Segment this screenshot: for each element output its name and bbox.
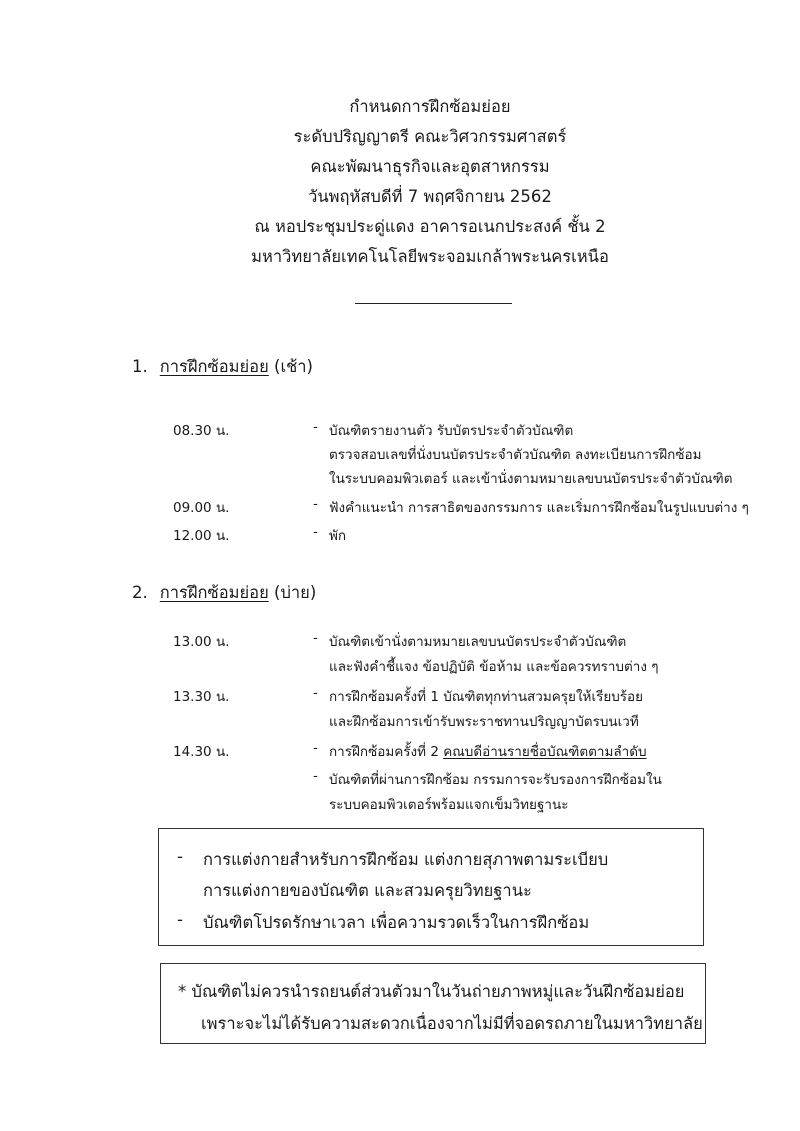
- parking-notice-text: * บัณฑิตไม่ควรนำรถยนต์ส่วนตัวมาในวันถ่ายภาพหมู่และวันฝึกซ้อมย่อย: [178, 982, 685, 1001]
- schedule-dash: -: [313, 768, 318, 784]
- header-title: กำหนดการฝึกซ้อมย่อย: [349, 97, 511, 116]
- schedule-text-continued: และฟังคำชี้แจง ข้อปฏิบัติ ข้อห้าม และข้อควรทราบต่าง ๆ: [329, 659, 659, 675]
- schedule-time: 09.00 น.: [173, 500, 230, 516]
- schedule-text-continued: ในระบบคอมพิวเตอร์ และเข้านั่งตามหมายเลขบนบัตรประจำตัวบัณฑิต: [329, 471, 733, 487]
- document-header: [0, 92, 800, 272]
- schedule-text-continued: ตรวจสอบเลขที่นั่งบนบัตรประจำตัวบัณฑิต ลงทะเบียนการฝึกซ้อม: [329, 447, 702, 463]
- schedule-time: 13.30 น.: [173, 689, 230, 705]
- schedule-text: [329, 740, 647, 762]
- schedule-time: 08.30 น.: [173, 423, 230, 439]
- schedule-text-continued: ระบบคอมพิวเตอร์พร้อมแจกเข็มวิทยฐานะ: [329, 797, 569, 813]
- schedule-dash: -: [313, 685, 318, 701]
- section-1-number: 1.: [132, 357, 148, 376]
- schedule-text: บัณฑิตรายงานตัว รับบัตรประจำตัวบัณฑิต: [329, 423, 574, 439]
- header-university: มหาวิทยาลัยเทคโนโลยีพระจอมเกล้าพระนครเหนือ: [251, 247, 609, 266]
- header-faculty: คณะพัฒนาธุรกิจและอุตสาหกรรม: [310, 157, 550, 176]
- schedule-text: การฝึกซ้อมครั้งที่ 1 บัณฑิตทุกท่านสวมครุยให้เรียบร้อย: [329, 689, 644, 705]
- schedule-text: พัก: [329, 528, 347, 544]
- schedule-dash: -: [313, 740, 318, 756]
- schedule-time: 13.00 น.: [173, 634, 230, 650]
- section-2-title: การฝึกซ้อมย่อย: [159, 583, 269, 602]
- section-1-heading: [132, 354, 313, 380]
- section-1-title: การฝึกซ้อมย่อย: [159, 357, 269, 376]
- punctuality-text: บัณฑิตโปรดรักษาเวลา เพื่อความรวดเร็วในการฝึกซ้อม: [203, 913, 590, 932]
- schedule-time: 12.00 น.: [173, 528, 230, 544]
- schedule-text: บัณฑิตที่ผ่านการฝึกซ้อม กรรมการจะรับรองการฝึกซ้อมใน: [329, 772, 662, 788]
- box-dash: -: [177, 847, 183, 866]
- section-2-heading: [132, 580, 316, 606]
- schedule-time: 14.30 น.: [173, 744, 230, 760]
- schedule-text-underlined: คณบดีอ่านรายชื่อบัณฑิตตามลำดับ: [443, 744, 647, 760]
- schedule-dash: -: [313, 524, 318, 540]
- dress-code-text-continued: การแต่งกายของบัณฑิต และสวมครุยวิทยฐานะ: [203, 881, 532, 900]
- section-2-number: 2.: [132, 583, 148, 602]
- parking-notice-box: [160, 963, 706, 1044]
- header-date: วันพฤหัสบดีที่ 7 พฤศจิกายน 2562: [308, 187, 552, 206]
- header-level-faculty: ระดับปริญญาตรี คณะวิศวกรรมศาสตร์: [293, 127, 567, 146]
- schedule-text-plain: การฝึกซ้อมครั้งที่ 2: [329, 744, 444, 760]
- schedule-text-continued: และฝึกซ้อมการเข้ารับพระราชทานปริญญาบัตรบนเวที: [329, 714, 639, 730]
- parking-notice-text-continued: เพราะจะไม่ได้รับความสะดวกเนื่องจากไม่มีที่จอดรถภายในมหาวิทยาลัย: [201, 1014, 703, 1033]
- section-2-suffix: (บ่าย): [268, 583, 317, 602]
- box-dash: -: [177, 910, 183, 929]
- header-venue: ณ หอประชุมประดู่แดง อาคารอเนกประสงค์ ชั้น 2: [254, 217, 606, 236]
- dress-code-text: การแต่งกายสำหรับการฝึกซ้อม แต่งกายสุภาพตามระเบียบ: [203, 850, 609, 869]
- dress-code-box: [158, 828, 704, 946]
- schedule-text: ฟังคำแนะนำ การสาธิตของกรรมการ และเริ่มการฝึกซ้อมในรูปแบบต่าง ๆ: [329, 500, 749, 516]
- schedule-text: บัณฑิตเข้านั่งตามหมายเลขบนบัตรประจำตัวบัณฑิต: [329, 634, 627, 650]
- section-1-suffix: (เช้า): [268, 357, 313, 376]
- schedule-dash: -: [313, 630, 318, 646]
- schedule-dash: -: [313, 496, 318, 512]
- schedule-dash: -: [313, 419, 318, 435]
- header-divider: [355, 303, 512, 304]
